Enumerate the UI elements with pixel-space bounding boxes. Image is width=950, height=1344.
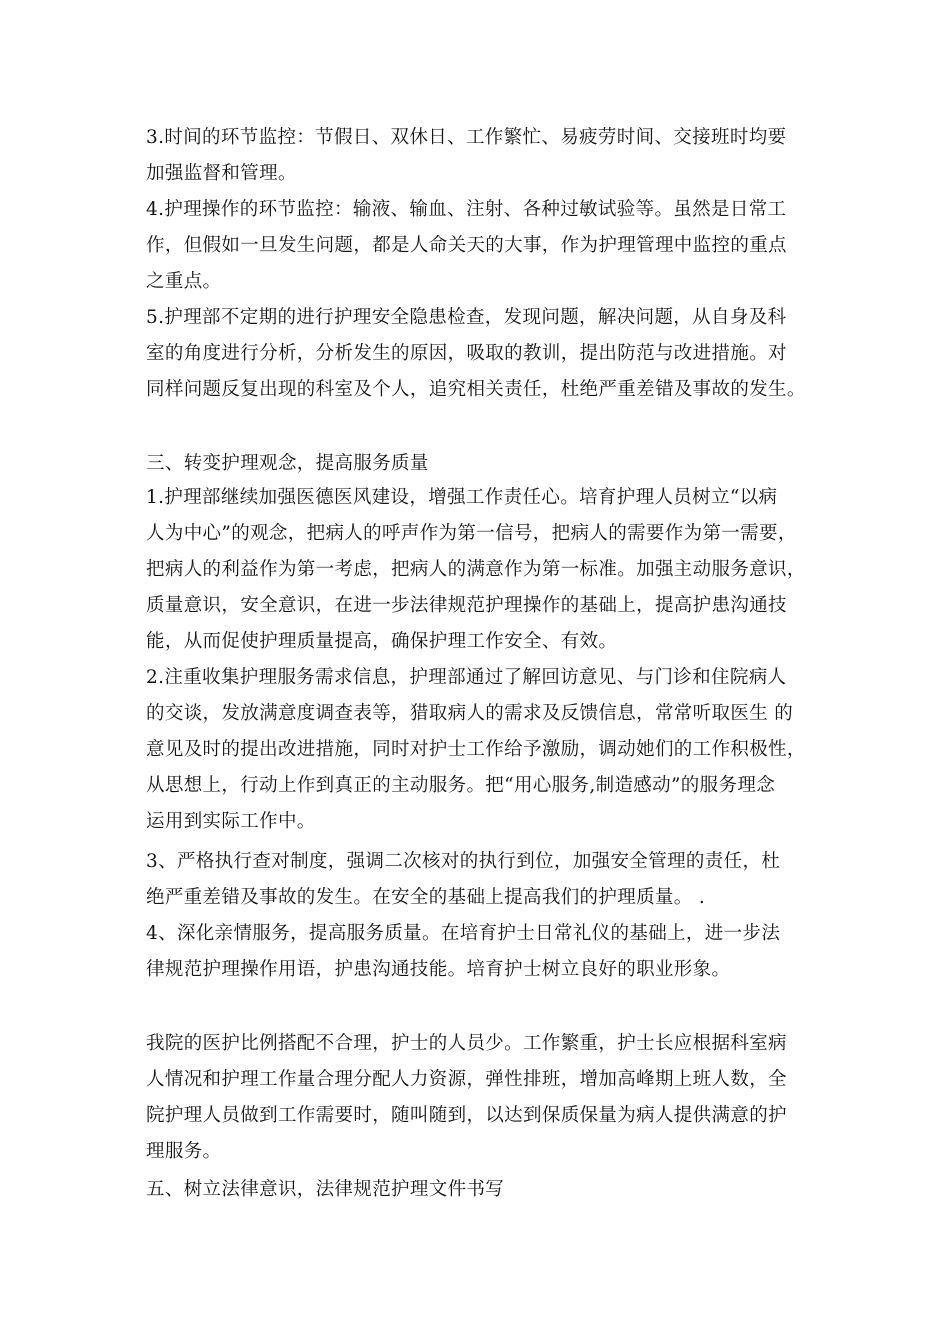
- text-line: 我院的医护比例搭配不合理，护士的人员少。工作繁重，护士长应根据科室病: [146, 1033, 787, 1054]
- text-line: 4、深化亲情服务，提高服务质量。在培育护士日常礼仪的基础上，进一步法: [146, 923, 781, 944]
- text-line: 同样问题反复出现的科室及个人，追究相关责任，杜绝严重差错及事故的发生。: [146, 379, 806, 400]
- text-line: 绝严重差错及事故的发生。在安全的基础上提高我们的护理质量。 .: [146, 887, 706, 908]
- text-line: 的交谈，发放满意度调查表等，猎取病人的需求及反馈信息，常常听取医生 的: [146, 703, 794, 724]
- text-line: 5.护理部不定期的进行护理安全隐患检查，发现问题，解决问题，从自身及科: [146, 307, 787, 328]
- text-line: 3.时间的环节监控：节假日、双休日、工作繁忙、易疲劳时间、交接班时均要: [146, 127, 787, 148]
- section-heading: 三、转变护理观念，提高服务质量: [146, 453, 429, 474]
- text-line: 人为中心”的观念，把病人的呼声作为第一信号，把病人的需要作为第一需要，: [146, 523, 797, 544]
- text-line: 之重点。: [146, 271, 222, 292]
- text-line: 人情况和护理工作量合理分配人力资源，弹性排班，增加高峰期上班人数，全: [146, 1069, 787, 1090]
- text-line: 3、严格执行查对制度，强调二次核对的执行到位，加强安全管理的责任，杜: [146, 851, 781, 872]
- text-line: 院护理人员做到工作需要时，随叫随到，以达到保质保量为病人提供满意的护: [146, 1105, 787, 1126]
- section-heading: 五、树立法律意识，法律规范护理文件书写: [146, 1179, 505, 1200]
- text-line: 从思想上，行动上作到真正的主动服务。把“用心服务,制造感动”的服务理念: [146, 775, 776, 796]
- text-line: 理服务。: [146, 1141, 222, 1162]
- text-line: 室的角度进行分析，分析发生的原因，吸取的教训，提出防范与改进措施。对: [146, 343, 787, 364]
- text-line: 运用到实际工作中。: [146, 811, 316, 832]
- text-line: 加强监督和管理。: [146, 163, 297, 184]
- text-line: 2.注重收集护理服务需求信息，护理部通过了解回访意见、与门诊和住院病人: [146, 667, 787, 688]
- text-line: 1.护理部继续加强医德医风建设，增强工作责任心。培育护理人员树立“以病: [146, 487, 778, 508]
- text-line: 律规范护理操作用语，护患沟通技能。培育护士树立良好的职业形象。: [146, 959, 731, 980]
- text-line: 作，但假如一旦发生问题，都是人命关天的大事，作为护理管理中监控的重点: [146, 235, 787, 256]
- text-line: 质量意识，安全意识，在进一步法律规范护理操作的基础上，提高护患沟通技: [146, 595, 787, 616]
- text-line: 能，从而促使护理质量提高，确保护理工作安全、有效。: [146, 631, 618, 652]
- text-line: 意见及时的提出改进措施，同时对护士工作给予激励，调动她们的工作积极性，: [146, 739, 806, 760]
- text-line: 4.护理操作的环节监控：输液、输血、注射、各种过敏试验等。虽然是日常工: [146, 199, 787, 220]
- text-line: 把病人的利益作为第一考虑，把病人的满意作为第一标准。加强主动服务意识，: [146, 559, 806, 580]
